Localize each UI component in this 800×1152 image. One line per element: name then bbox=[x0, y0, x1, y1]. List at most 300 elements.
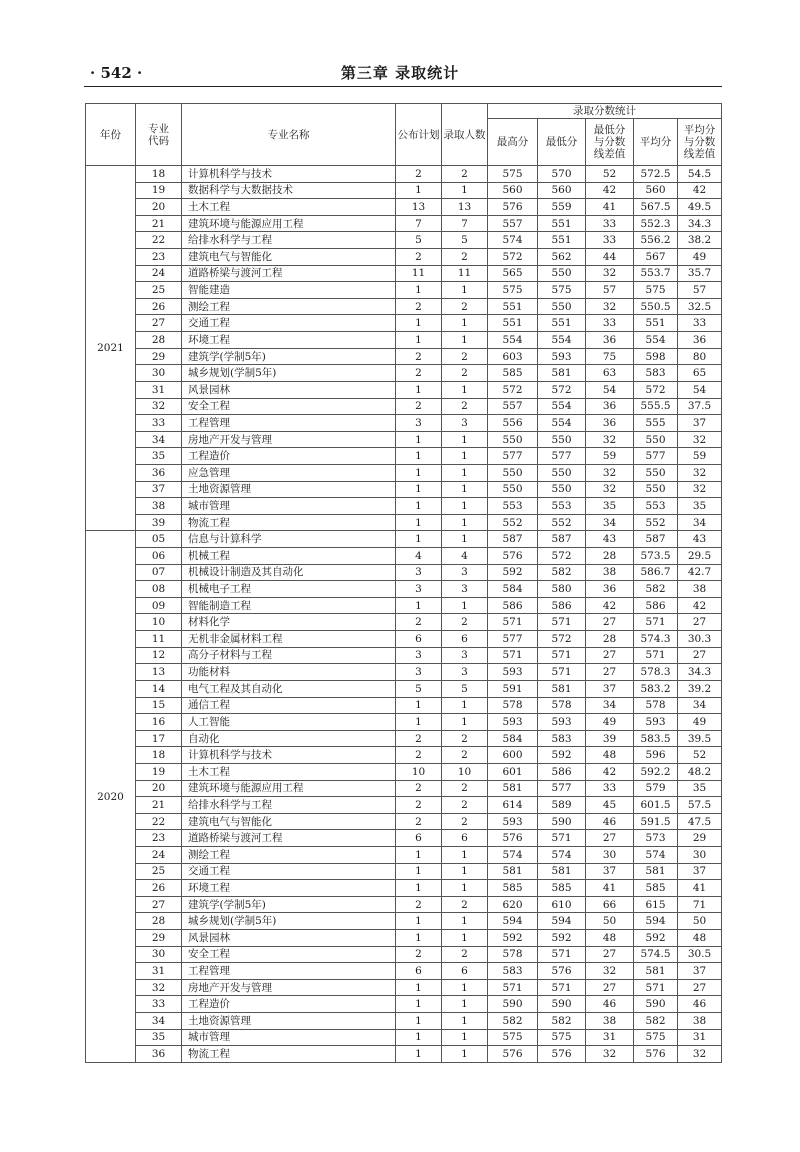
header-avg-diff: 平均分与分数线差值 bbox=[678, 119, 722, 166]
cell-avg-diff: 31 bbox=[678, 1029, 722, 1046]
cell-major: 安全工程 bbox=[182, 946, 396, 963]
cell-min: 578 bbox=[538, 697, 586, 714]
cell-major: 工程造价 bbox=[182, 996, 396, 1013]
cell-min-diff: 28 bbox=[586, 548, 634, 565]
cell-avg-diff: 46 bbox=[678, 996, 722, 1013]
cell-admitted: 2 bbox=[442, 946, 488, 963]
cell-avg: 592.2 bbox=[634, 763, 678, 780]
cell-code: 12 bbox=[136, 647, 182, 664]
cell-avg: 582 bbox=[634, 581, 678, 598]
cell-plan: 2 bbox=[396, 797, 442, 814]
cell-avg-diff: 38 bbox=[678, 581, 722, 598]
cell-plan: 2 bbox=[396, 747, 442, 764]
cell-avg-diff: 37 bbox=[678, 863, 722, 880]
cell-avg-diff: 54.5 bbox=[678, 166, 722, 183]
cell-plan: 6 bbox=[396, 631, 442, 648]
cell-major: 物流工程 bbox=[182, 1046, 396, 1063]
cell-admitted: 2 bbox=[442, 747, 488, 764]
cell-major: 风景园林 bbox=[182, 381, 396, 398]
table-row bbox=[86, 846, 722, 863]
cell-max: 575 bbox=[488, 282, 538, 299]
cell-avg-diff: 33 bbox=[678, 315, 722, 332]
cell-avg-diff: 57 bbox=[678, 282, 722, 299]
cell-min-diff: 38 bbox=[586, 1013, 634, 1030]
table-row bbox=[86, 431, 722, 448]
cell-max: 550 bbox=[488, 464, 538, 481]
cell-major: 计算机科学与技术 bbox=[182, 166, 396, 183]
cell-min-diff: 52 bbox=[586, 166, 634, 183]
table-row bbox=[86, 896, 722, 913]
cell-admitted: 1 bbox=[442, 846, 488, 863]
cell-plan: 1 bbox=[396, 996, 442, 1013]
cell-min-diff: 36 bbox=[586, 398, 634, 415]
cell-min: 586 bbox=[538, 763, 586, 780]
cell-min: 571 bbox=[538, 647, 586, 664]
cell-avg: 572 bbox=[634, 381, 678, 398]
cell-major: 测绘工程 bbox=[182, 846, 396, 863]
year-cell: 2021 bbox=[86, 166, 136, 531]
cell-avg: 573 bbox=[634, 830, 678, 847]
cell-min: 586 bbox=[538, 597, 586, 614]
header-rule bbox=[84, 86, 722, 87]
cell-major: 自动化 bbox=[182, 730, 396, 747]
cell-avg-diff: 71 bbox=[678, 896, 722, 913]
cell-max: 556 bbox=[488, 415, 538, 432]
cell-avg-diff: 39.5 bbox=[678, 730, 722, 747]
cell-min: 554 bbox=[538, 398, 586, 415]
cell-code: 19 bbox=[136, 182, 182, 199]
cell-avg: 560 bbox=[634, 182, 678, 199]
cell-code: 20 bbox=[136, 199, 182, 216]
cell-min-diff: 34 bbox=[586, 514, 634, 531]
table-row bbox=[86, 813, 722, 830]
cell-min: 550 bbox=[538, 431, 586, 448]
table-row bbox=[86, 514, 722, 531]
cell-min: 575 bbox=[538, 282, 586, 299]
cell-plan: 1 bbox=[396, 697, 442, 714]
cell-avg-diff: 59 bbox=[678, 448, 722, 465]
table-row bbox=[86, 913, 722, 930]
table-row bbox=[86, 880, 722, 897]
cell-major: 城市管理 bbox=[182, 1029, 396, 1046]
cell-plan: 1 bbox=[396, 863, 442, 880]
cell-admitted: 1 bbox=[442, 431, 488, 448]
cell-admitted: 2 bbox=[442, 249, 488, 266]
cell-avg-diff: 50 bbox=[678, 913, 722, 930]
cell-max: 592 bbox=[488, 930, 538, 947]
cell-min: 572 bbox=[538, 381, 586, 398]
table-row bbox=[86, 531, 722, 548]
table-row bbox=[86, 996, 722, 1013]
cell-max: 578 bbox=[488, 946, 538, 963]
cell-min: 576 bbox=[538, 1046, 586, 1063]
cell-major: 城乡规划(学制5年) bbox=[182, 365, 396, 382]
cell-max: 603 bbox=[488, 348, 538, 365]
cell-min-diff: 32 bbox=[586, 1046, 634, 1063]
cell-avg: 578 bbox=[634, 697, 678, 714]
cell-code: 26 bbox=[136, 880, 182, 897]
cell-code: 23 bbox=[136, 249, 182, 266]
cell-min: 571 bbox=[538, 946, 586, 963]
cell-avg: 572.5 bbox=[634, 166, 678, 183]
cell-min-diff: 32 bbox=[586, 481, 634, 498]
cell-major: 环境工程 bbox=[182, 880, 396, 897]
cell-major: 道路桥梁与渡河工程 bbox=[182, 265, 396, 282]
cell-major: 无机非金属材料工程 bbox=[182, 631, 396, 648]
cell-avg: 583 bbox=[634, 365, 678, 382]
cell-avg: 554 bbox=[634, 332, 678, 349]
cell-code: 29 bbox=[136, 348, 182, 365]
table-row bbox=[86, 498, 722, 515]
cell-code: 25 bbox=[136, 863, 182, 880]
table-body bbox=[86, 166, 722, 1063]
cell-avg: 571 bbox=[634, 979, 678, 996]
cell-max: 584 bbox=[488, 581, 538, 598]
cell-major: 交通工程 bbox=[182, 315, 396, 332]
cell-max: 571 bbox=[488, 614, 538, 631]
cell-major: 给排水科学与工程 bbox=[182, 797, 396, 814]
cell-admitted: 3 bbox=[442, 564, 488, 581]
cell-min-diff: 33 bbox=[586, 215, 634, 232]
cell-avg: 592 bbox=[634, 930, 678, 947]
cell-major: 测绘工程 bbox=[182, 298, 396, 315]
cell-avg-diff: 37 bbox=[678, 415, 722, 432]
cell-min-diff: 36 bbox=[586, 581, 634, 598]
cell-admitted: 4 bbox=[442, 548, 488, 565]
cell-avg: 550.5 bbox=[634, 298, 678, 315]
cell-avg: 578.3 bbox=[634, 664, 678, 681]
cell-plan: 1 bbox=[396, 431, 442, 448]
cell-max: 574 bbox=[488, 232, 538, 249]
cell-max: 593 bbox=[488, 664, 538, 681]
table-row bbox=[86, 315, 722, 332]
cell-min: 580 bbox=[538, 581, 586, 598]
cell-plan: 2 bbox=[396, 730, 442, 747]
cell-avg-diff: 32.5 bbox=[678, 298, 722, 315]
cell-min: 554 bbox=[538, 415, 586, 432]
cell-max: 585 bbox=[488, 365, 538, 382]
cell-major: 建筑学(学制5年) bbox=[182, 896, 396, 913]
cell-code: 28 bbox=[136, 332, 182, 349]
cell-major: 房地产开发与管理 bbox=[182, 979, 396, 996]
cell-code: 06 bbox=[136, 548, 182, 565]
cell-admitted: 11 bbox=[442, 265, 488, 282]
cell-max: 575 bbox=[488, 166, 538, 183]
cell-avg-diff: 49 bbox=[678, 714, 722, 731]
table-row bbox=[86, 348, 722, 365]
cell-admitted: 1 bbox=[442, 597, 488, 614]
cell-major: 功能材料 bbox=[182, 664, 396, 681]
cell-min: 572 bbox=[538, 548, 586, 565]
cell-avg: 567 bbox=[634, 249, 678, 266]
table-row bbox=[86, 298, 722, 315]
page-number: · 542 · bbox=[90, 64, 143, 82]
table-row bbox=[86, 946, 722, 963]
cell-avg-diff: 34.3 bbox=[678, 215, 722, 232]
cell-code: 09 bbox=[136, 597, 182, 614]
cell-avg-diff: 38 bbox=[678, 1013, 722, 1030]
cell-admitted: 10 bbox=[442, 763, 488, 780]
cell-admitted: 2 bbox=[442, 780, 488, 797]
cell-max: 557 bbox=[488, 398, 538, 415]
cell-max: 576 bbox=[488, 548, 538, 565]
chapter-title: 第三章 录取统计 bbox=[340, 64, 460, 82]
cell-major: 城乡规划(学制5年) bbox=[182, 913, 396, 930]
header-major: 专业名称 bbox=[182, 104, 396, 166]
header-code: 专业代码 bbox=[136, 104, 182, 166]
cell-plan: 3 bbox=[396, 564, 442, 581]
cell-max: 601 bbox=[488, 763, 538, 780]
cell-max: 581 bbox=[488, 863, 538, 880]
cell-avg-diff: 65 bbox=[678, 365, 722, 382]
cell-plan: 4 bbox=[396, 548, 442, 565]
cell-avg: 571 bbox=[634, 647, 678, 664]
cell-min-diff: 38 bbox=[586, 564, 634, 581]
cell-max: 582 bbox=[488, 1013, 538, 1030]
cell-min-diff: 42 bbox=[586, 597, 634, 614]
cell-major: 建筑环境与能源应用工程 bbox=[182, 215, 396, 232]
cell-avg: 555.5 bbox=[634, 398, 678, 415]
cell-code: 32 bbox=[136, 979, 182, 996]
header-year: 年份 bbox=[86, 104, 136, 166]
cell-max: 574 bbox=[488, 846, 538, 863]
cell-max: 557 bbox=[488, 215, 538, 232]
cell-avg: 574.3 bbox=[634, 631, 678, 648]
cell-code: 10 bbox=[136, 614, 182, 631]
cell-min-diff: 27 bbox=[586, 614, 634, 631]
cell-avg-diff: 32 bbox=[678, 464, 722, 481]
cell-min-diff: 45 bbox=[586, 797, 634, 814]
cell-code: 31 bbox=[136, 963, 182, 980]
table-row bbox=[86, 215, 722, 232]
cell-max: 575 bbox=[488, 1029, 538, 1046]
table-row bbox=[86, 780, 722, 797]
cell-max: 592 bbox=[488, 564, 538, 581]
cell-major: 机械工程 bbox=[182, 548, 396, 565]
cell-min-diff: 32 bbox=[586, 431, 634, 448]
cell-code: 21 bbox=[136, 797, 182, 814]
cell-max: 550 bbox=[488, 481, 538, 498]
cell-plan: 1 bbox=[396, 913, 442, 930]
cell-code: 38 bbox=[136, 498, 182, 515]
cell-avg-diff: 36 bbox=[678, 332, 722, 349]
cell-min-diff: 33 bbox=[586, 780, 634, 797]
cell-min: 559 bbox=[538, 199, 586, 216]
cell-code: 33 bbox=[136, 996, 182, 1013]
cell-major: 物流工程 bbox=[182, 514, 396, 531]
table-row bbox=[86, 863, 722, 880]
cell-max: 571 bbox=[488, 979, 538, 996]
cell-min: 592 bbox=[538, 930, 586, 947]
cell-avg-diff: 32 bbox=[678, 1046, 722, 1063]
cell-avg-diff: 37 bbox=[678, 963, 722, 980]
cell-min-diff: 33 bbox=[586, 315, 634, 332]
cell-plan: 1 bbox=[396, 1046, 442, 1063]
cell-min-diff: 30 bbox=[586, 846, 634, 863]
cell-plan: 2 bbox=[396, 398, 442, 415]
cell-min: 592 bbox=[538, 747, 586, 764]
cell-min-diff: 37 bbox=[586, 680, 634, 697]
cell-max: 551 bbox=[488, 315, 538, 332]
cell-code: 08 bbox=[136, 581, 182, 598]
cell-avg: 581 bbox=[634, 963, 678, 980]
cell-min: 550 bbox=[538, 464, 586, 481]
cell-avg: 594 bbox=[634, 913, 678, 930]
cell-admitted: 1 bbox=[442, 913, 488, 930]
cell-major: 智能建造 bbox=[182, 282, 396, 299]
cell-avg: 550 bbox=[634, 481, 678, 498]
cell-avg: 598 bbox=[634, 348, 678, 365]
cell-plan: 6 bbox=[396, 830, 442, 847]
cell-avg-diff: 49.5 bbox=[678, 199, 722, 216]
cell-code: 17 bbox=[136, 730, 182, 747]
cell-plan: 1 bbox=[396, 714, 442, 731]
cell-major: 智能制造工程 bbox=[182, 597, 396, 614]
cell-admitted: 1 bbox=[442, 930, 488, 947]
cell-min-diff: 41 bbox=[586, 880, 634, 897]
cell-code: 30 bbox=[136, 365, 182, 382]
cell-admitted: 1 bbox=[442, 481, 488, 498]
cell-min-diff: 27 bbox=[586, 647, 634, 664]
cell-avg-diff: 57.5 bbox=[678, 797, 722, 814]
table-row bbox=[86, 365, 722, 382]
cell-min-diff: 32 bbox=[586, 298, 634, 315]
table-row bbox=[86, 797, 722, 814]
cell-avg-diff: 32 bbox=[678, 481, 722, 498]
cell-max: 577 bbox=[488, 448, 538, 465]
table-row bbox=[86, 448, 722, 465]
cell-avg: 552.3 bbox=[634, 215, 678, 232]
cell-major: 机械设计制造及其自动化 bbox=[182, 564, 396, 581]
cell-min-diff: 48 bbox=[586, 747, 634, 764]
cell-min: 593 bbox=[538, 348, 586, 365]
cell-admitted: 1 bbox=[442, 1013, 488, 1030]
cell-admitted: 3 bbox=[442, 664, 488, 681]
cell-min: 581 bbox=[538, 680, 586, 697]
cell-admitted: 1 bbox=[442, 182, 488, 199]
cell-avg: 550 bbox=[634, 464, 678, 481]
cell-admitted: 1 bbox=[442, 714, 488, 731]
table-row bbox=[86, 265, 722, 282]
cell-admitted: 1 bbox=[442, 531, 488, 548]
cell-min-diff: 63 bbox=[586, 365, 634, 382]
cell-code: 37 bbox=[136, 481, 182, 498]
cell-min-diff: 42 bbox=[586, 763, 634, 780]
cell-code: 34 bbox=[136, 1013, 182, 1030]
cell-min-diff: 31 bbox=[586, 1029, 634, 1046]
cell-max: 551 bbox=[488, 298, 538, 315]
table-row bbox=[86, 631, 722, 648]
cell-plan: 2 bbox=[396, 348, 442, 365]
cell-min-diff: 27 bbox=[586, 979, 634, 996]
cell-plan: 1 bbox=[396, 381, 442, 398]
cell-major: 信息与计算科学 bbox=[182, 531, 396, 548]
cell-avg: 551 bbox=[634, 315, 678, 332]
cell-code: 31 bbox=[136, 381, 182, 398]
cell-plan: 2 bbox=[396, 813, 442, 830]
cell-min: 581 bbox=[538, 365, 586, 382]
cell-avg: 555 bbox=[634, 415, 678, 432]
cell-admitted: 1 bbox=[442, 979, 488, 996]
cell-code: 26 bbox=[136, 298, 182, 315]
cell-avg: 586 bbox=[634, 597, 678, 614]
cell-min: 583 bbox=[538, 730, 586, 747]
cell-min: 590 bbox=[538, 813, 586, 830]
header-avg: 平均分 bbox=[634, 119, 678, 166]
cell-min: 582 bbox=[538, 1013, 586, 1030]
cell-code: 24 bbox=[136, 265, 182, 282]
cell-code: 14 bbox=[136, 680, 182, 697]
cell-avg-diff: 27 bbox=[678, 979, 722, 996]
cell-min: 551 bbox=[538, 215, 586, 232]
cell-admitted: 1 bbox=[442, 282, 488, 299]
table-row bbox=[86, 199, 722, 216]
cell-avg-diff: 34 bbox=[678, 697, 722, 714]
admission-stats-table bbox=[85, 103, 722, 1063]
cell-admitted: 2 bbox=[442, 896, 488, 913]
cell-avg-diff: 47.5 bbox=[678, 813, 722, 830]
cell-min: 577 bbox=[538, 448, 586, 465]
cell-admitted: 1 bbox=[442, 697, 488, 714]
cell-major: 城市管理 bbox=[182, 498, 396, 515]
table-row bbox=[86, 614, 722, 631]
cell-min: 571 bbox=[538, 664, 586, 681]
cell-min: 582 bbox=[538, 564, 586, 581]
cell-avg-diff: 27 bbox=[678, 647, 722, 664]
cell-min: 550 bbox=[538, 265, 586, 282]
table-row bbox=[86, 714, 722, 731]
cell-min: 560 bbox=[538, 182, 586, 199]
cell-min-diff: 42 bbox=[586, 182, 634, 199]
cell-min-diff: 32 bbox=[586, 464, 634, 481]
table-row bbox=[86, 830, 722, 847]
cell-avg: 556.2 bbox=[634, 232, 678, 249]
cell-plan: 1 bbox=[396, 1029, 442, 1046]
cell-max: 591 bbox=[488, 680, 538, 697]
cell-plan: 7 bbox=[396, 215, 442, 232]
cell-plan: 10 bbox=[396, 763, 442, 780]
cell-min: 590 bbox=[538, 996, 586, 1013]
cell-admitted: 2 bbox=[442, 797, 488, 814]
cell-max: 576 bbox=[488, 1046, 538, 1063]
cell-plan: 2 bbox=[396, 298, 442, 315]
cell-code: 15 bbox=[136, 697, 182, 714]
cell-admitted: 5 bbox=[442, 680, 488, 697]
cell-code: 27 bbox=[136, 896, 182, 913]
table-row bbox=[86, 581, 722, 598]
cell-avg-diff: 48.2 bbox=[678, 763, 722, 780]
cell-major: 工程造价 bbox=[182, 448, 396, 465]
cell-avg: 575 bbox=[634, 1029, 678, 1046]
cell-major: 风景园林 bbox=[182, 930, 396, 947]
cell-avg: 587 bbox=[634, 531, 678, 548]
cell-admitted: 1 bbox=[442, 332, 488, 349]
cell-min: 554 bbox=[538, 332, 586, 349]
table-row bbox=[86, 481, 722, 498]
cell-min: 574 bbox=[538, 846, 586, 863]
table-row bbox=[86, 979, 722, 996]
cell-admitted: 13 bbox=[442, 199, 488, 216]
cell-max: 576 bbox=[488, 830, 538, 847]
cell-plan: 1 bbox=[396, 531, 442, 548]
cell-max: 572 bbox=[488, 381, 538, 398]
cell-avg: 583.2 bbox=[634, 680, 678, 697]
table-row bbox=[86, 249, 722, 266]
cell-admitted: 3 bbox=[442, 415, 488, 432]
cell-avg: 596 bbox=[634, 747, 678, 764]
cell-min-diff: 44 bbox=[586, 249, 634, 266]
cell-min: 571 bbox=[538, 979, 586, 996]
